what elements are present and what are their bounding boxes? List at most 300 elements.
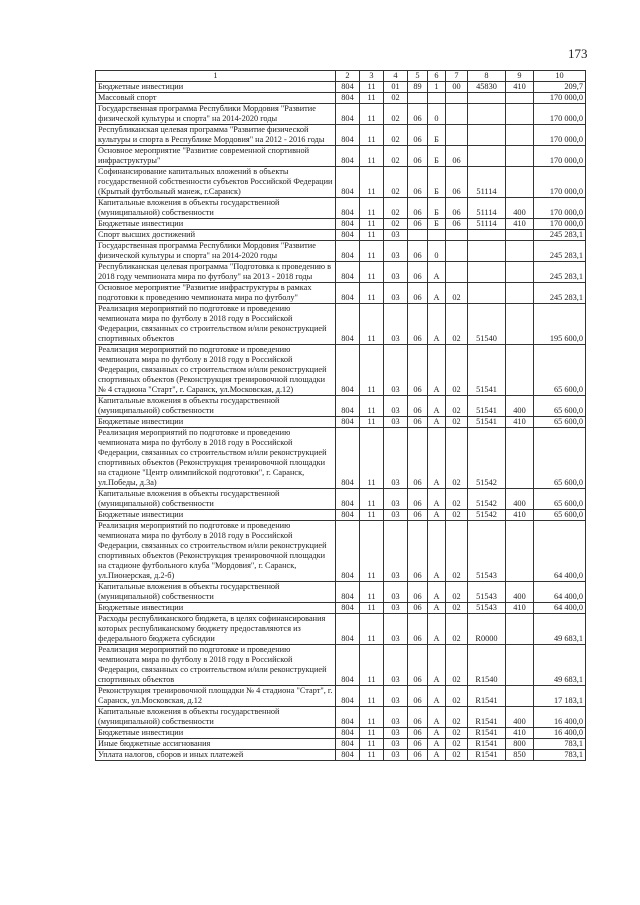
- code-subprogram-cell: Б: [428, 125, 446, 146]
- code-section-cell: 11: [360, 686, 384, 707]
- code-direction-cell: [468, 262, 506, 283]
- code-section-cell: 11: [360, 396, 384, 417]
- code-ministry-cell: 804: [336, 645, 360, 686]
- row-name-cell: Реализация мероприятий по подготовке и проведению чемпионата мира по футболу в 2018 году в Российской Федерации, связанных со строительством и/или реконструкцией спортивных объектов: [96, 645, 336, 686]
- table-row: [96, 489, 586, 510]
- code-subsection-cell: 03: [384, 396, 408, 417]
- code-direction-cell: R1540: [468, 645, 506, 686]
- code-ministry-cell: 804: [336, 198, 360, 219]
- code-program-cell: 06: [408, 614, 428, 645]
- code-program-cell: 06: [408, 219, 428, 230]
- code-section-cell: 11: [360, 614, 384, 645]
- code-subsection-cell: 02: [384, 219, 408, 230]
- code-event-cell: [446, 104, 468, 125]
- code-direction-cell: R1541: [468, 739, 506, 750]
- column-header-7: 7: [446, 71, 468, 82]
- code-section-cell: 11: [360, 262, 384, 283]
- code-subsection-cell: 03: [384, 750, 408, 761]
- table-row: [96, 750, 586, 761]
- table-row: [96, 428, 586, 489]
- code-ministry-cell: 804: [336, 582, 360, 603]
- code-section-cell: 11: [360, 603, 384, 614]
- code-program-cell: 06: [408, 104, 428, 125]
- row-name-cell: Государственная программа Республики Мордовия "Развитие физической культуры и спорта" на 2014-2020 годы: [96, 104, 336, 125]
- code-direction-cell: 45830: [468, 82, 506, 93]
- code-subsection-cell: 03: [384, 728, 408, 739]
- row-name-cell: Уплата налогов, сборов и иных платежей: [96, 750, 336, 761]
- budget-table: [95, 70, 586, 761]
- code-program-cell: 06: [408, 283, 428, 304]
- amount-cell: 64 400,0: [534, 603, 586, 614]
- code-direction-cell: R1541: [468, 686, 506, 707]
- code-section-cell: 11: [360, 230, 384, 241]
- amount-cell: 65 600,0: [534, 396, 586, 417]
- code-subsection-cell: 03: [384, 489, 408, 510]
- code-event-cell: [446, 125, 468, 146]
- code-event-cell: 06: [446, 219, 468, 230]
- code-subprogram-cell: А: [428, 283, 446, 304]
- code-program-cell: [408, 230, 428, 241]
- code-event-cell: [446, 241, 468, 262]
- table-row: [96, 167, 586, 198]
- table-row: [96, 396, 586, 417]
- code-section-cell: 11: [360, 417, 384, 428]
- code-expense-type-cell: [506, 645, 534, 686]
- code-expense-type-cell: [506, 93, 534, 104]
- amount-cell: 209,7: [534, 82, 586, 93]
- table-row: [96, 686, 586, 707]
- code-ministry-cell: 804: [336, 167, 360, 198]
- code-direction-cell: 51542: [468, 510, 506, 521]
- code-program-cell: 06: [408, 645, 428, 686]
- code-direction-cell: 51543: [468, 582, 506, 603]
- row-name-cell: Основное мероприятие "Развитие современной спортивной инфраструктуры": [96, 146, 336, 167]
- code-ministry-cell: 804: [336, 417, 360, 428]
- row-name-cell: Капитальные вложения в объекты государственной (муниципальной) собственности: [96, 489, 336, 510]
- code-section-cell: 11: [360, 219, 384, 230]
- column-header-9: 9: [506, 71, 534, 82]
- code-direction-cell: 51541: [468, 417, 506, 428]
- code-subsection-cell: 03: [384, 230, 408, 241]
- code-program-cell: 06: [408, 521, 428, 582]
- code-section-cell: 11: [360, 283, 384, 304]
- code-subsection-cell: 03: [384, 283, 408, 304]
- code-section-cell: 11: [360, 750, 384, 761]
- code-subprogram-cell: А: [428, 304, 446, 345]
- code-event-cell: 02: [446, 510, 468, 521]
- code-ministry-cell: 804: [336, 728, 360, 739]
- amount-cell: 783,1: [534, 739, 586, 750]
- table-row: [96, 614, 586, 645]
- code-expense-type-cell: 410: [506, 603, 534, 614]
- code-section-cell: 11: [360, 104, 384, 125]
- code-event-cell: 00: [446, 82, 468, 93]
- code-ministry-cell: 804: [336, 521, 360, 582]
- code-expense-type-cell: 410: [506, 510, 534, 521]
- row-name-cell: Реализация мероприятий по подготовке и проведению чемпионата мира по футболу в 2018 году в Российской Федерации, связанных со строительством и/или реконструкцией спортивных объектов: [96, 304, 336, 345]
- code-event-cell: 02: [446, 428, 468, 489]
- code-program-cell: 89: [408, 82, 428, 93]
- row-name-cell: Республиканская целевая программа "Подготовка к проведению в 2018 году чемпионата мира по футболу" на 2013 - 2018 годы: [96, 262, 336, 283]
- row-name-cell: Капитальные вложения в объекты государственной (муниципальной) собственности: [96, 198, 336, 219]
- code-subsection-cell: 02: [384, 167, 408, 198]
- code-ministry-cell: 804: [336, 241, 360, 262]
- code-expense-type-cell: [506, 262, 534, 283]
- code-section-cell: 11: [360, 728, 384, 739]
- code-subprogram-cell: А: [428, 603, 446, 614]
- code-ministry-cell: 804: [336, 283, 360, 304]
- code-expense-type-cell: [506, 125, 534, 146]
- code-subsection-cell: 03: [384, 614, 408, 645]
- code-expense-type-cell: [506, 614, 534, 645]
- code-ministry-cell: 804: [336, 686, 360, 707]
- code-subsection-cell: 03: [384, 707, 408, 728]
- code-subsection-cell: 01: [384, 82, 408, 93]
- code-expense-type-cell: [506, 686, 534, 707]
- amount-cell: 170 000,0: [534, 125, 586, 146]
- code-expense-type-cell: 400: [506, 582, 534, 603]
- code-expense-type-cell: 410: [506, 82, 534, 93]
- amount-cell: 245 283,1: [534, 283, 586, 304]
- table-row: [96, 82, 586, 93]
- code-subprogram-cell: А: [428, 510, 446, 521]
- table-row: [96, 146, 586, 167]
- code-subprogram-cell: А: [428, 262, 446, 283]
- row-name-cell: Капитальные вложения в объекты государственной (муниципальной) собственности: [96, 707, 336, 728]
- row-name-cell: Бюджетные инвестиции: [96, 82, 336, 93]
- code-program-cell: 06: [408, 167, 428, 198]
- amount-cell: 245 283,1: [534, 262, 586, 283]
- code-expense-type-cell: 850: [506, 750, 534, 761]
- table-row: [96, 104, 586, 125]
- amount-cell: 64 400,0: [534, 521, 586, 582]
- code-program-cell: 06: [408, 707, 428, 728]
- code-subprogram-cell: А: [428, 345, 446, 396]
- header-row: [96, 71, 586, 82]
- code-subprogram-cell: А: [428, 396, 446, 417]
- code-subsection-cell: 03: [384, 645, 408, 686]
- code-program-cell: 06: [408, 345, 428, 396]
- code-event-cell: 02: [446, 707, 468, 728]
- code-subprogram-cell: А: [428, 728, 446, 739]
- code-event-cell: 02: [446, 728, 468, 739]
- code-subsection-cell: 02: [384, 125, 408, 146]
- code-section-cell: 11: [360, 521, 384, 582]
- code-program-cell: 06: [408, 686, 428, 707]
- row-name-cell: Основное мероприятие "Развитие инфраструктуры в рамках подготовки к проведению чемпионата мира по футболу": [96, 283, 336, 304]
- code-ministry-cell: 804: [336, 739, 360, 750]
- code-subprogram-cell: Б: [428, 167, 446, 198]
- amount-cell: 49 683,1: [534, 614, 586, 645]
- code-subprogram-cell: [428, 93, 446, 104]
- table-row: [96, 345, 586, 396]
- amount-cell: 170 000,0: [534, 93, 586, 104]
- code-program-cell: 06: [408, 304, 428, 345]
- amount-cell: 245 283,1: [534, 241, 586, 262]
- amount-cell: 170 000,0: [534, 146, 586, 167]
- code-expense-type-cell: [506, 241, 534, 262]
- code-expense-type-cell: [506, 167, 534, 198]
- code-expense-type-cell: 410: [506, 219, 534, 230]
- code-ministry-cell: 804: [336, 146, 360, 167]
- code-subsection-cell: 03: [384, 262, 408, 283]
- code-subsection-cell: 03: [384, 428, 408, 489]
- code-direction-cell: 51541: [468, 396, 506, 417]
- code-section-cell: 11: [360, 198, 384, 219]
- column-header-2: 2: [336, 71, 360, 82]
- code-direction-cell: 51114: [468, 198, 506, 219]
- code-ministry-cell: 804: [336, 750, 360, 761]
- code-subprogram-cell: Б: [428, 146, 446, 167]
- code-expense-type-cell: 800: [506, 739, 534, 750]
- code-expense-type-cell: 400: [506, 707, 534, 728]
- code-expense-type-cell: [506, 521, 534, 582]
- code-direction-cell: [468, 283, 506, 304]
- code-section-cell: 11: [360, 146, 384, 167]
- row-name-cell: Иные бюджетные ассигнования: [96, 739, 336, 750]
- column-header-8: 8: [468, 71, 506, 82]
- code-section-cell: 11: [360, 304, 384, 345]
- table-row: [96, 230, 586, 241]
- code-subsection-cell: 03: [384, 582, 408, 603]
- code-event-cell: 02: [446, 603, 468, 614]
- row-name-cell: Бюджетные инвестиции: [96, 510, 336, 521]
- amount-cell: 65 600,0: [534, 510, 586, 521]
- code-section-cell: 11: [360, 489, 384, 510]
- code-subprogram-cell: [428, 230, 446, 241]
- code-direction-cell: R1541: [468, 728, 506, 739]
- code-section-cell: 11: [360, 345, 384, 396]
- code-program-cell: 06: [408, 146, 428, 167]
- code-subsection-cell: 02: [384, 198, 408, 219]
- row-name-cell: Реализация мероприятий по подготовке и проведению чемпионата мира по футболу в 2018 году в Российской Федерации, связанных со строительством и/или реконструкцией спортивных объектов (Реконструкция тренировочной площадки № 4 стадиона "Старт", г. Саранск, ул.Московская, д.12): [96, 345, 336, 396]
- row-name-cell: Реконструкция тренировочной площадки № 4 стадиона "Старт", г. Саранск, ул.Московская, д.12: [96, 686, 336, 707]
- code-expense-type-cell: [506, 146, 534, 167]
- code-section-cell: 11: [360, 582, 384, 603]
- code-direction-cell: R1541: [468, 750, 506, 761]
- amount-cell: 65 600,0: [534, 417, 586, 428]
- code-event-cell: [446, 262, 468, 283]
- table-body: [96, 82, 586, 761]
- code-ministry-cell: 804: [336, 104, 360, 125]
- code-program-cell: 06: [408, 739, 428, 750]
- code-expense-type-cell: [506, 428, 534, 489]
- row-name-cell: Бюджетные инвестиции: [96, 728, 336, 739]
- code-section-cell: 11: [360, 125, 384, 146]
- code-subsection-cell: 02: [384, 93, 408, 104]
- page-number: 173: [568, 46, 588, 61]
- code-ministry-cell: 804: [336, 603, 360, 614]
- row-name-cell: Реализация мероприятий по подготовке и проведению чемпионата мира по футболу в 2018 году в Российской Федерации, связанных со строительством и/или реконструкцией спортивных объектов (Реконструкция тренировочной площадки на стадионе "Центр олимпийской подготовки", г. Саранск, ул.Победы, д.3а): [96, 428, 336, 489]
- code-expense-type-cell: 400: [506, 198, 534, 219]
- code-direction-cell: [468, 93, 506, 104]
- code-event-cell: 02: [446, 345, 468, 396]
- code-event-cell: 02: [446, 645, 468, 686]
- code-direction-cell: R1541: [468, 707, 506, 728]
- code-direction-cell: 51114: [468, 219, 506, 230]
- code-program-cell: 06: [408, 417, 428, 428]
- code-subprogram-cell: А: [428, 739, 446, 750]
- amount-cell: 783,1: [534, 750, 586, 761]
- code-section-cell: 11: [360, 707, 384, 728]
- row-name-cell: Реализация мероприятий по подготовке и проведению чемпионата мира по футболу в 2018 году в Российской Федерации, связанных со строительством и/или реконструкцией спортивных объектов (Реконструкция тренировочной площадки на стадионе футбольного клуба "Мордовия", г. Саранск, ул.Пионерская, д.2-б): [96, 521, 336, 582]
- code-direction-cell: R0000: [468, 614, 506, 645]
- table-row: [96, 739, 586, 750]
- code-program-cell: 06: [408, 125, 428, 146]
- row-name-cell: Капитальные вложения в объекты государственной (муниципальной) собственности: [96, 582, 336, 603]
- code-event-cell: 02: [446, 283, 468, 304]
- row-name-cell: Массовый спорт: [96, 93, 336, 104]
- code-section-cell: 11: [360, 739, 384, 750]
- code-event-cell: 02: [446, 686, 468, 707]
- column-header-1: 1: [96, 71, 336, 82]
- table-header: [96, 71, 586, 82]
- code-subprogram-cell: А: [428, 582, 446, 603]
- code-direction-cell: 51540: [468, 304, 506, 345]
- code-subsection-cell: 03: [384, 241, 408, 262]
- code-section-cell: 11: [360, 428, 384, 489]
- table-row: [96, 645, 586, 686]
- column-header-4: 4: [384, 71, 408, 82]
- amount-cell: 17 183,1: [534, 686, 586, 707]
- code-event-cell: 06: [446, 198, 468, 219]
- amount-cell: 16 400,0: [534, 728, 586, 739]
- code-section-cell: 11: [360, 241, 384, 262]
- code-ministry-cell: 804: [336, 262, 360, 283]
- table-row: [96, 304, 586, 345]
- table-row: [96, 93, 586, 104]
- table-row: [96, 219, 586, 230]
- code-direction-cell: [468, 104, 506, 125]
- code-event-cell: 02: [446, 739, 468, 750]
- row-name-cell: Бюджетные инвестиции: [96, 219, 336, 230]
- code-program-cell: 06: [408, 396, 428, 417]
- code-program-cell: 06: [408, 582, 428, 603]
- code-expense-type-cell: 400: [506, 396, 534, 417]
- code-subsection-cell: 03: [384, 304, 408, 345]
- code-expense-type-cell: 400: [506, 489, 534, 510]
- code-subsection-cell: 03: [384, 739, 408, 750]
- code-direction-cell: [468, 146, 506, 167]
- table-row: [96, 510, 586, 521]
- code-section-cell: 11: [360, 93, 384, 104]
- column-header-10: 10: [534, 71, 586, 82]
- code-section-cell: 11: [360, 645, 384, 686]
- code-program-cell: 06: [408, 198, 428, 219]
- code-subprogram-cell: 1: [428, 82, 446, 93]
- code-expense-type-cell: [506, 283, 534, 304]
- table-row: [96, 521, 586, 582]
- amount-cell: 65 600,0: [534, 489, 586, 510]
- column-header-5: 5: [408, 71, 428, 82]
- code-subprogram-cell: Б: [428, 198, 446, 219]
- code-program-cell: 06: [408, 750, 428, 761]
- code-event-cell: 02: [446, 582, 468, 603]
- code-direction-cell: [468, 241, 506, 262]
- code-subprogram-cell: А: [428, 521, 446, 582]
- code-subprogram-cell: 0: [428, 241, 446, 262]
- amount-cell: 65 600,0: [534, 428, 586, 489]
- code-direction-cell: [468, 125, 506, 146]
- code-subsection-cell: 03: [384, 521, 408, 582]
- table-row: [96, 728, 586, 739]
- code-ministry-cell: 804: [336, 707, 360, 728]
- code-direction-cell: 51543: [468, 603, 506, 614]
- code-expense-type-cell: [506, 345, 534, 396]
- code-subprogram-cell: Б: [428, 219, 446, 230]
- amount-cell: 49 683,1: [534, 645, 586, 686]
- code-event-cell: 06: [446, 167, 468, 198]
- code-event-cell: 02: [446, 417, 468, 428]
- row-name-cell: Бюджетные инвестиции: [96, 417, 336, 428]
- code-program-cell: 06: [408, 510, 428, 521]
- row-name-cell: Государственная программа Республики Мордовия "Развитие физической культуры и спорта" на 2014-2020 годы: [96, 241, 336, 262]
- table-row: [96, 707, 586, 728]
- code-subprogram-cell: А: [428, 417, 446, 428]
- row-name-cell: Расходы республиканского бюджета, в целях софинансирования которых республиканскому бюджету предоставляются из федерального бюджета субсидии: [96, 614, 336, 645]
- table-row: [96, 241, 586, 262]
- code-direction-cell: 51542: [468, 489, 506, 510]
- code-subprogram-cell: 0: [428, 104, 446, 125]
- code-program-cell: 06: [408, 489, 428, 510]
- code-event-cell: 06: [446, 146, 468, 167]
- table-row: [96, 262, 586, 283]
- code-direction-cell: 51543: [468, 521, 506, 582]
- code-ministry-cell: 804: [336, 428, 360, 489]
- code-subprogram-cell: А: [428, 614, 446, 645]
- code-event-cell: 02: [446, 521, 468, 582]
- code-subprogram-cell: А: [428, 489, 446, 510]
- code-direction-cell: [468, 230, 506, 241]
- row-name-cell: Капитальные вложения в объекты государственной (муниципальной) собственности: [96, 396, 336, 417]
- code-direction-cell: 51541: [468, 345, 506, 396]
- code-ministry-cell: 804: [336, 125, 360, 146]
- code-program-cell: 06: [408, 241, 428, 262]
- amount-cell: 245 283,1: [534, 230, 586, 241]
- code-event-cell: 02: [446, 396, 468, 417]
- code-section-cell: 11: [360, 167, 384, 198]
- code-ministry-cell: 804: [336, 93, 360, 104]
- table-row: [96, 125, 586, 146]
- table-row: [96, 283, 586, 304]
- code-ministry-cell: 804: [336, 614, 360, 645]
- code-ministry-cell: 804: [336, 396, 360, 417]
- code-subsection-cell: 03: [384, 510, 408, 521]
- amount-cell: 195 600,0: [534, 304, 586, 345]
- amount-cell: 64 400,0: [534, 582, 586, 603]
- code-program-cell: 06: [408, 728, 428, 739]
- code-event-cell: [446, 230, 468, 241]
- code-subprogram-cell: А: [428, 686, 446, 707]
- code-subprogram-cell: А: [428, 428, 446, 489]
- code-section-cell: 11: [360, 510, 384, 521]
- code-event-cell: 02: [446, 614, 468, 645]
- code-ministry-cell: 804: [336, 510, 360, 521]
- code-ministry-cell: 804: [336, 304, 360, 345]
- code-subprogram-cell: А: [428, 750, 446, 761]
- code-ministry-cell: 804: [336, 489, 360, 510]
- code-event-cell: 02: [446, 304, 468, 345]
- amount-cell: 170 000,0: [534, 167, 586, 198]
- code-direction-cell: 51542: [468, 428, 506, 489]
- table-row: [96, 582, 586, 603]
- code-event-cell: 02: [446, 750, 468, 761]
- code-subprogram-cell: А: [428, 645, 446, 686]
- row-name-cell: Бюджетные инвестиции: [96, 603, 336, 614]
- row-name-cell: Софинансирование капитальных вложений в объекты государственной собственности субъектов Российской Федерации (Крытый футбольный манеж, г.Саранск): [96, 167, 336, 198]
- code-expense-type-cell: 410: [506, 417, 534, 428]
- code-program-cell: [408, 93, 428, 104]
